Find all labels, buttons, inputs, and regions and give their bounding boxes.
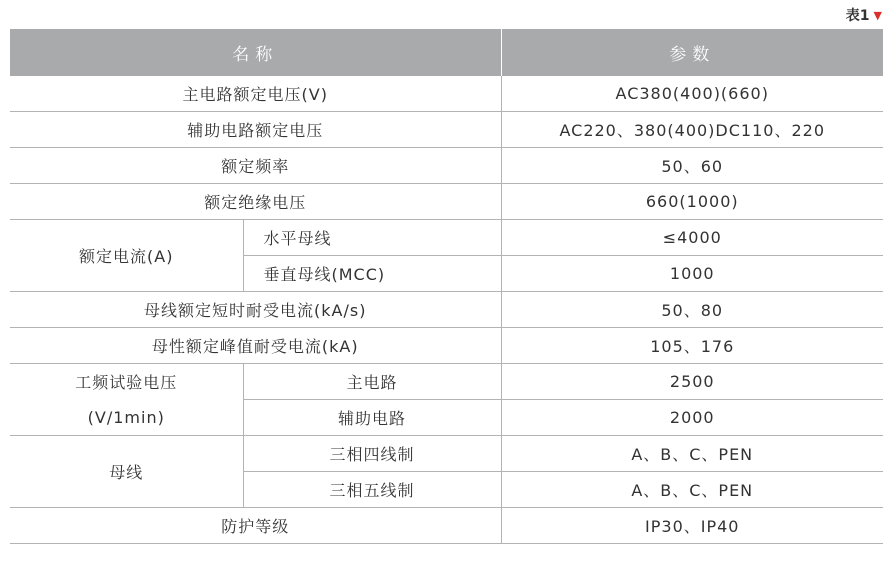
row-group-name: 母线: [10, 436, 243, 508]
row-subname: 三相五线制: [243, 472, 501, 508]
table-row: [10, 112, 883, 148]
row-value: 660(1000): [501, 184, 883, 220]
row-value: 1000: [501, 256, 883, 292]
row-value: IP30、IP40: [501, 508, 883, 544]
row-value: ≤4000: [501, 220, 883, 256]
row-value: 2000: [501, 400, 883, 436]
row-group-name-line2: (V/1min): [10, 400, 243, 436]
row-group-name-line1: 工频试验电压: [10, 364, 243, 400]
table-caption: [846, 5, 882, 25]
header-params: 参数: [501, 29, 883, 76]
table-row: [10, 508, 883, 544]
table-row: [10, 184, 883, 220]
spec-table: [10, 29, 883, 544]
row-value: A、B、C、PEN: [501, 436, 883, 472]
row-name: 防护等级: [10, 508, 501, 544]
row-group-name: 额定电流(A): [10, 220, 243, 292]
row-value: 50、60: [501, 148, 883, 184]
row-value: 50、80: [501, 292, 883, 328]
table-header-row: [10, 29, 883, 76]
table-caption-text: 表1: [845, 8, 870, 24]
table-row: [10, 436, 883, 472]
row-value: AC380(400)(660): [501, 76, 883, 112]
table-row: [10, 76, 883, 112]
row-value: 2500: [501, 364, 883, 400]
row-value: 105、176: [501, 328, 883, 364]
table-row: [10, 328, 883, 364]
row-name: 额定频率: [10, 148, 501, 184]
row-name: 母性额定峰值耐受电流(kA): [10, 328, 501, 364]
row-subname: 垂直母线(MCC): [243, 256, 501, 292]
row-subname: 三相四线制: [243, 436, 501, 472]
row-subname: 主电路: [243, 364, 501, 400]
row-name: 母线额定短时耐受电流(kA/s): [10, 292, 501, 328]
table-row: [10, 220, 883, 256]
table-row: [10, 148, 883, 184]
row-value: A、B、C、PEN: [501, 472, 883, 508]
table-row: [10, 400, 883, 436]
row-subname: 水平母线: [243, 220, 501, 256]
row-name: 主电路额定电压(V): [10, 76, 501, 112]
row-value: AC220、380(400)DC110、220: [501, 112, 883, 148]
row-name: 额定绝缘电压: [10, 184, 501, 220]
table-row: [10, 292, 883, 328]
table-row: [10, 364, 883, 400]
header-name: 名称: [10, 29, 501, 76]
row-subname: 辅助电路: [243, 400, 501, 436]
row-name: 辅助电路额定电压: [10, 112, 501, 148]
red-arrow-icon: ▼: [873, 8, 882, 22]
